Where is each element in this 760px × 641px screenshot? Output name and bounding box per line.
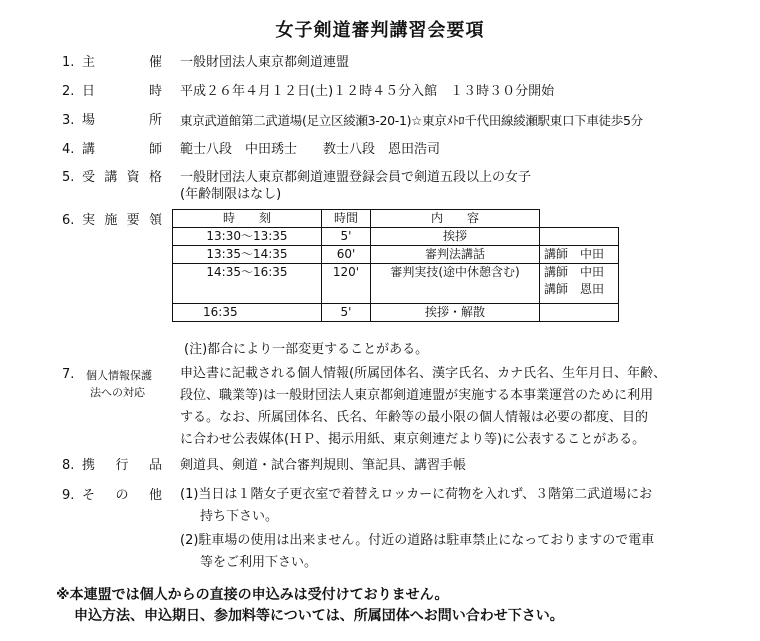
content-cell: 審判実技(途中休憩含む) [371,264,540,304]
duration-cell: 5' [322,304,371,322]
page-title: 女子剣道審判講習会要項 [275,20,485,41]
footer-contact: 申込方法、申込期日、参加料等については、所属団体へお問い合わせ下さい。 [74,608,564,624]
privacy-line: する。なお、所属団体名、氏名、年齢等の最小限の個人情報は必要の都度、目的 [180,410,649,425]
qualification-note: (年齢制限はなし) [180,187,282,202]
time-cell: 13:30～13:35 [173,228,322,246]
belongings-value: 剣道具、剣道・試合審判規則、筆記具、講習手帳 [180,458,467,473]
others-line: (1)当日は１階女子更衣室で着替えロッカーに荷物を入れず、３階第二武道場にお [180,487,653,502]
qualification-label: 受 講 資 格 [82,170,162,185]
privacy-text [180,363,720,451]
privacy-line: 段位、職業等)は一般財団法人東京都剣道連盟が実施する本事業運営のために利用 [180,388,654,403]
organizer-value: 一般財団法人東京都剣道連盟 [180,55,350,70]
time-cell: 13:35～14:35 [173,246,322,264]
time-cell: 16:35 [173,304,322,322]
date-label: 日 時 [82,84,162,99]
lecturer-cell [540,210,619,228]
organizer-label: 主 催 [82,55,162,70]
item-number: 9. [62,488,75,503]
time-cell: 14:35～16:35 [173,264,322,304]
others-line: 等をご利用下さい。 [200,555,318,570]
item-number: 5. [62,170,75,185]
content-cell: 挨拶・解散 [371,304,540,322]
privacy-line: 申込書に記載される個人情報(所属団体名、漢字氏名、カナ氏名、生年月日、年齢、 [180,366,667,381]
content-cell: 挨拶 [371,228,540,246]
instructors-label: 講 師 [82,142,162,157]
privacy-label-line: 個人情報保護 [86,369,152,382]
column-header-duration: 時間 [322,210,371,228]
place-label: 場 所 [82,113,162,128]
item-number: 6. [62,213,75,228]
duration-cell: 120' [322,264,371,304]
place-value: 東京武道館第二武道場(足立区綾瀬3-20-1)☆東京ﾒﾄﾛ千代田線綾瀬駅東口下車徒歩5分 [180,113,643,128]
lecturer-cell [540,264,619,304]
program-label: 実 施 要 領 [82,213,162,228]
schedule-note: (注)都合により一部変更することがある。 [184,342,429,357]
item-number: 2. [62,84,75,99]
item-number: 4. [62,142,75,157]
others-line: (2)駐車場の使用は出来ません。付近の道路は駐車禁止になっておりますので電車 [180,533,655,548]
item-number: 1. [62,55,75,70]
date-value: 平成２６年４月１２日(土)１２時４５分入館 １３時３０分開始 [180,84,555,99]
privacy-line: に合わせ公表媒体(ＨＰ、掲示用紙、東京剣連だより等)に公表することがある。 [180,432,646,447]
lecturer-cell: 講師 中田 [540,246,619,264]
belongings-label: 携 行 品 [82,458,162,473]
lecturer-cell [540,304,619,322]
duration-cell: 5' [322,228,371,246]
others-item-2 [180,530,654,574]
column-header-content: 内 容 [371,210,540,228]
privacy-label-line: 法への対応 [90,386,145,399]
table-header-row [173,210,619,228]
qualification-value: 一般財団法人東京都剣道連盟登録会員で剣道五段以上の女子 [180,170,532,185]
table-row [173,246,619,264]
schedule-table [172,209,619,322]
instructors-value: 範士八段 中田琇士 教士八段 恩田浩司 [180,142,441,157]
content-cell: 審判法講話 [371,246,540,264]
item-number: 3. [62,113,75,128]
others-line: 持ち下さい。 [200,509,279,524]
item-number: 8. [62,458,75,473]
table-row [173,264,619,304]
table-row [173,304,619,322]
column-header-time: 時 刻 [173,210,322,228]
lecturer-name: 講師 中田 [544,265,605,279]
footer-notice: ※本連盟では個人からの直接の申込みは受付けておりません。 [56,587,449,603]
privacy-label [86,367,152,401]
duration-cell: 60' [322,246,371,264]
table-row [173,228,619,246]
others-label: そ の 他 [82,488,162,503]
others-item-1 [180,484,652,528]
lecturer-name: 講師 恩田 [544,282,605,296]
lecturer-cell [540,228,619,246]
item-number: 7. [62,367,75,382]
